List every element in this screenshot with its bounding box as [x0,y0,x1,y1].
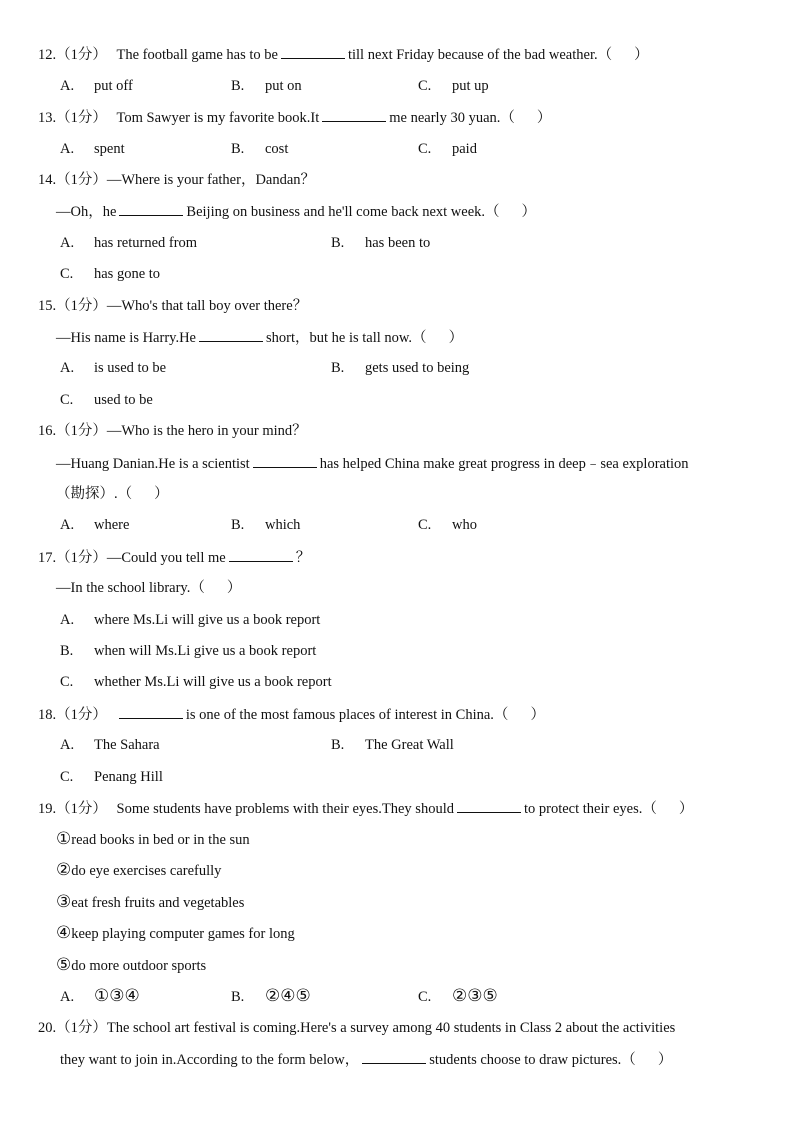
option-text: ②④⑤ [265,986,311,1005]
option-text: where Ms.Li will give us a book report [94,612,321,628]
stem-text: they want to join in.According to the form below， [60,1052,360,1068]
list-item [56,955,206,976]
option-text: where [94,517,130,533]
option-b [231,515,300,535]
question-number: 20.（1分） [38,1020,107,1036]
paren-close: ） [154,486,169,502]
paren-close: ） [448,330,464,346]
stem-text: to protect their eyes.（ [523,801,657,817]
option-label: C. [60,674,74,690]
stem-text: The school art festival is coming.Here's a survey among 40 students in Class 2 about the activities [106,1020,676,1036]
stem-text: Beijing on business and he'll come back next week.（ [186,204,500,220]
stem-text: —Where is your father，Dandan？ [106,172,316,188]
question-20-line2 [60,1049,672,1070]
option-c [418,986,498,1007]
question-number: 16.（1分） [38,423,107,439]
option-a [60,139,125,159]
option-text: is used to be [94,360,167,376]
option-label: C. [60,769,74,785]
option-b [231,986,311,1007]
item-marker: ⑤ [56,955,72,974]
option-text: who [452,517,477,533]
stem-text: is one of the most famous places of interest in China.（ [185,707,509,723]
stem-text: short，but he is tall now.（ [266,330,427,346]
question-17-stem [38,547,310,568]
stem-text: has helped China make great progress in deep﹣sea exploration [319,456,689,472]
stem-text: —Oh，he [56,204,117,220]
answer-blank [253,453,317,468]
option-a [60,735,160,755]
option-label: B. [231,517,245,533]
item-marker: ③ [56,892,72,911]
option-a [60,233,197,253]
stem-text: The football game has to be [116,47,278,63]
list-item [56,829,250,850]
option-text: has returned from [94,235,198,251]
option-b [331,233,430,253]
option-label: B. [331,360,345,376]
question-number: 13.（1分） [38,110,107,126]
stem-text: Tom Sawyer is my favorite book.It [116,110,320,126]
option-label: A. [60,235,75,251]
option-b [60,641,316,661]
item-marker: ④ [56,923,72,942]
option-label: B. [331,737,345,753]
option-text: used to be [94,392,153,408]
answer-blank [199,327,263,342]
paren-close: ） [657,1052,673,1068]
option-text: put on [265,78,302,94]
item-text: keep playing computer games for long [71,926,295,942]
option-label: C. [60,266,74,282]
stem-text: till next Friday because of the bad weather.（ [347,47,613,63]
list-item [56,860,221,881]
option-text: cost [265,141,289,157]
question-number: 19.（1分） [38,801,107,817]
option-label: B. [60,643,74,659]
option-text: paid [452,141,477,157]
answer-blank [362,1049,426,1064]
stem-text: Some students have problems with their eyes.They should [116,801,454,817]
stem-text: —Could you tell me [106,550,226,566]
option-label: C. [60,392,74,408]
question-15-stem [38,296,307,316]
stem-text: —His name is Harry.He [56,330,196,346]
answer-blank [119,201,183,216]
option-text: put off [94,78,133,94]
answer-blank [229,547,293,562]
option-c [60,390,153,410]
paren-close: ） [530,707,545,723]
option-text: has been to [365,235,431,251]
option-label: A. [60,141,75,157]
option-b [331,735,454,755]
list-item [56,892,244,913]
answer-blank [119,704,183,719]
option-label: A. [60,612,75,628]
stem-text: —Who's that tall boy over there？ [106,298,308,314]
option-text: which [265,517,301,533]
question-number: 17.（1分） [38,550,107,566]
item-text: read books in bed or in the sun [71,832,250,848]
item-marker: ① [56,829,72,848]
option-b [231,76,302,96]
option-a [60,358,166,378]
option-label: B. [231,78,245,94]
option-a [60,76,133,96]
question-16-stem [38,421,307,441]
option-label: B. [331,235,345,251]
option-text: The Great Wall [365,737,454,753]
option-label: A. [60,78,75,94]
option-b [231,139,288,159]
option-c [418,139,477,159]
option-text: when will Ms.Li give us a book report [94,643,317,659]
option-text: gets used to being [365,360,470,376]
item-text: eat fresh fruits and vegetables [71,895,245,911]
list-item [56,923,295,944]
option-label: C. [418,989,432,1005]
option-text: Penang Hill [94,769,163,785]
option-text: put up [452,78,489,94]
option-label: A. [60,737,75,753]
option-label: B. [231,989,245,1005]
option-label: A. [60,989,75,1005]
question-20-stem [38,1018,675,1038]
stem-text: —Huang Danian.He is a scientist [56,456,250,472]
item-marker: ② [56,860,72,879]
question-number: 12.（1分） [38,47,107,63]
option-text: ②③⑤ [452,986,498,1005]
question-16-line2 [56,453,689,474]
stem-text: —In the school library.（ [56,580,205,596]
option-b [331,358,469,378]
question-12-stem [38,44,649,65]
question-18-stem [38,704,545,725]
option-c [60,264,160,284]
option-label: B. [231,141,245,157]
option-c [418,76,489,96]
paren-close: ） [634,47,649,63]
item-text: do more outdoor sports [71,958,207,974]
option-label: C. [418,78,432,94]
paren-close: ） [226,580,242,596]
option-text: The Sahara [94,737,160,753]
option-a [60,610,320,630]
answer-blank [457,798,521,813]
option-label: C. [418,517,432,533]
answer-blank [281,44,345,59]
answer-blank [322,107,386,122]
question-number: 14.（1分） [38,172,107,188]
paren-close: ） [678,801,694,817]
question-16-line3 [56,484,169,504]
question-19-stem [38,798,693,819]
option-a [60,515,129,535]
question-number: 18.（1分） [38,707,107,723]
option-text: spent [94,141,125,157]
option-label: A. [60,517,75,533]
stem-text: ？ [295,550,311,566]
paren-close: ） [521,204,537,220]
option-label: A. [60,360,75,376]
option-c [60,767,163,787]
question-17-line2 [56,578,241,598]
option-a [60,986,140,1007]
question-13-stem [38,107,551,128]
option-label: C. [418,141,432,157]
question-14-line2 [56,201,536,222]
option-c [60,672,332,692]
item-text: do eye exercises carefully [71,863,222,879]
option-text: whether Ms.Li will give us a book report [94,674,332,690]
stem-text: students choose to draw pictures.（ [429,1052,636,1068]
question-number: 15.（1分） [38,298,107,314]
option-text: has gone to [94,266,161,282]
option-text: ①③④ [94,986,140,1005]
paren-close: ） [536,110,552,126]
option-c [418,515,477,535]
question-15-line2 [56,327,463,348]
question-14-stem [38,170,315,190]
stem-text: me nearly 30 yuan.（ [389,110,515,126]
stem-text: （勘探）.（ [56,486,133,502]
stem-text: —Who is the hero in your mind？ [106,423,307,439]
